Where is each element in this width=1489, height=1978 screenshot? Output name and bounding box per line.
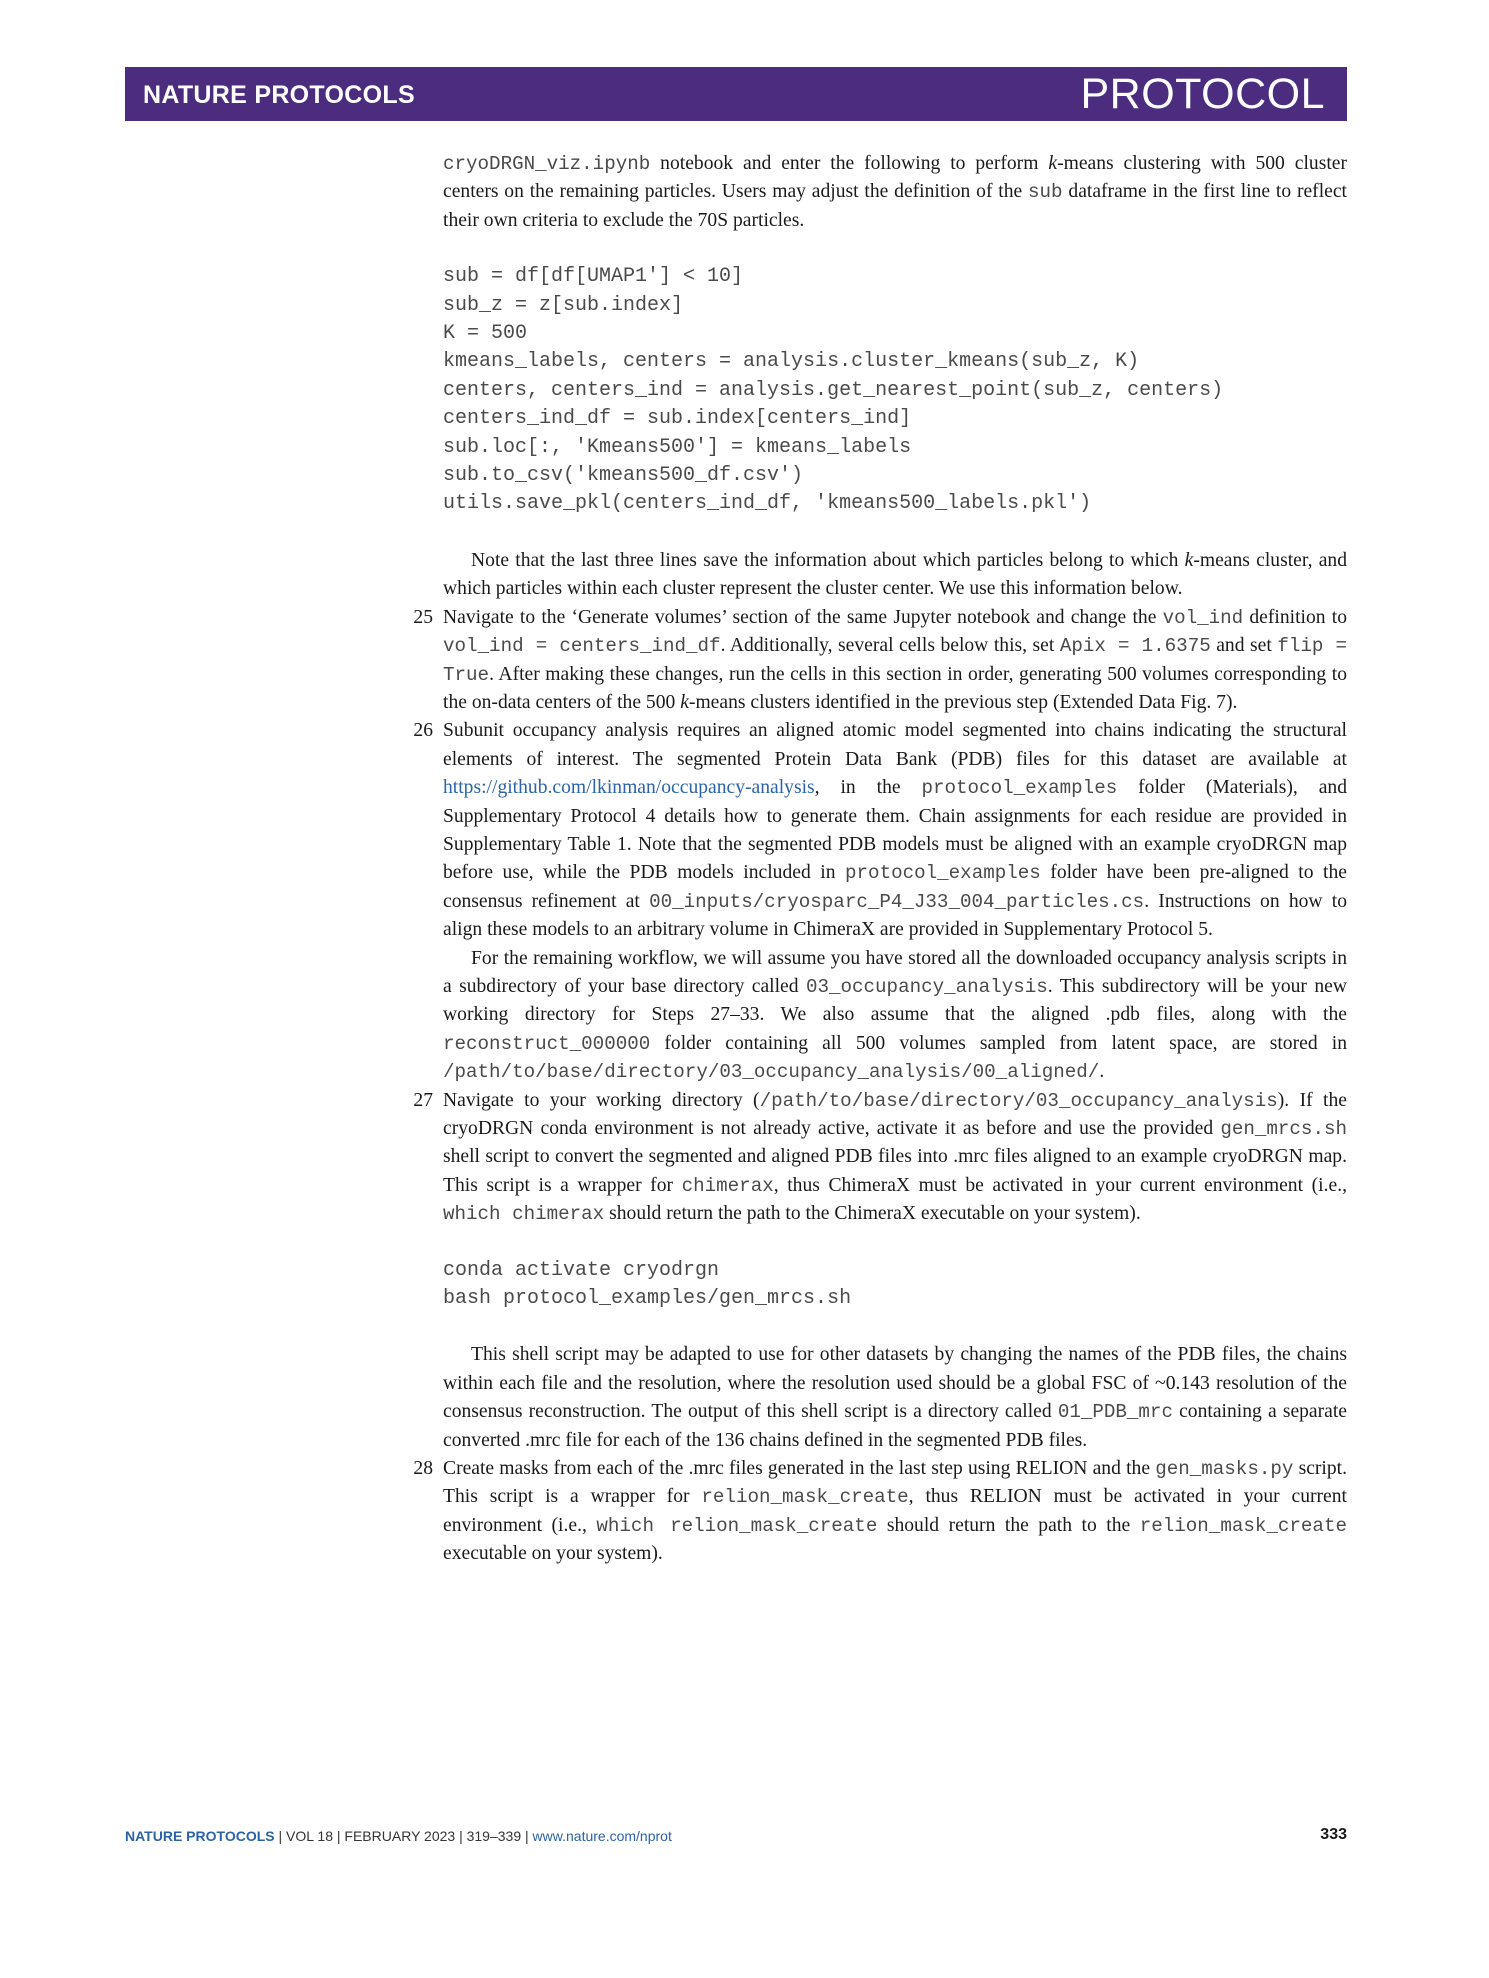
step-text (443, 717, 1347, 944)
text: shell script to convert the segmented and aligned PDB files into .mrc files aligned to an example cryoDRGN map. This script is a wrapper for (443, 1146, 1347, 1196)
text: -means clustering with 500 cluster centers on the remaining particles. Users may adjust the definition of the (443, 153, 1347, 203)
inline-code: 00_inputs/cryosparc_P4_J33_004_particles.cs (649, 890, 1145, 913)
code-line: conda activate cryodrgn (443, 1258, 720, 1282)
inline-code: 03_occupancy_analysis (805, 975, 1048, 998)
inline-code: cryoDRGN_viz.ipynb (443, 153, 651, 175)
step-text (443, 604, 1347, 718)
separator: | (455, 1828, 467, 1844)
text: For the remaining workflow, we will assume you have stored all the downloaded occupancy analysis scripts in a subdirectory of your base directory called (443, 947, 1347, 997)
text: , in the (814, 777, 922, 799)
step-text-continued (443, 1341, 1347, 1455)
step-28 (413, 1455, 1348, 1569)
journal-banner (125, 67, 1347, 121)
inline-code: gen_masks.py (1155, 1458, 1294, 1481)
code-block-conda (443, 1257, 1347, 1314)
code-line: centers, centers_ind = analysis.get_nearest_point(sub_z, centers) (443, 378, 1224, 402)
footer-journal: NATURE PROTOCOLS (125, 1828, 275, 1844)
code-line: sub.to_csv('kmeans500_df.csv') (443, 464, 804, 488)
footer-date: FEBRUARY 2023 (344, 1828, 456, 1844)
github-link[interactable]: https://github.com/lkinman/occupancy-analysis (443, 777, 815, 799)
text: should return the path to the (877, 1514, 1140, 1536)
code-line: centers_ind_df = sub.index[centers_ind] (443, 407, 912, 431)
step-number: 28 (413, 1458, 433, 1480)
code-line: sub_z = z[sub.index] (443, 293, 684, 317)
separator: | (274, 1828, 287, 1844)
code-line: K = 500 (443, 322, 528, 346)
text: definition to (1243, 606, 1347, 628)
text: folder (Materials), and Supplementary Protocol 4 details how to generate them. Chain assignments for each residue are provided in Supplementary Table 1. Note that the segmented PDB models must be aligned with an example cryoDRGN map before use, while the PDB models included in (443, 777, 1347, 884)
text: . (1099, 1061, 1105, 1083)
page-footer (125, 1828, 1347, 1844)
text: folder have been pre-aligned to the consensus refinement at (443, 862, 1347, 912)
inline-code: Apix = 1.6375 (1059, 635, 1211, 658)
text: Create masks from each of the .mrc files generated in the last step using RELION and the (443, 1458, 1156, 1480)
inline-code: /path/to/base/directory/03_occupancy_analysis/00_aligned/ (443, 1061, 1100, 1084)
code-line: sub.loc[:, 'Kmeans500'] = kmeans_labels (443, 435, 912, 459)
step-27 (413, 1087, 1347, 1455)
italic-k: k (680, 691, 689, 713)
code-block-kmeans (443, 263, 1347, 519)
inline-code: relion_mask_create (1139, 1514, 1347, 1537)
step-number: 25 (413, 606, 433, 628)
code-line: utils.save_pkl(centers_ind_df, 'kmeans500_labels.pkl') (443, 492, 1092, 516)
text: dataframe in the first line to reflect their own criteria to exclude the 70S particles. (443, 181, 1347, 231)
inline-code: relion_mask_create (701, 1486, 909, 1509)
text: and set (1210, 635, 1278, 657)
text: . This subdirectory will be your new working directory for Steps 27–33. We also assume that the aligned .pdb files, along with the (443, 975, 1347, 1026)
inline-code: which relion_mask_create (596, 1514, 878, 1537)
inline-code: vol_ind (1162, 606, 1244, 629)
step-number: 26 (413, 720, 433, 742)
text: -means clusters identified in the previous step (Extended Data Fig. 7). (688, 691, 1238, 713)
footer-pages: 319–339 (466, 1828, 522, 1844)
inline-code: flip = True (443, 635, 1348, 686)
text: -means cluster, and which particles within each cluster represent the cluster center. We use this information below. (443, 549, 1347, 600)
footer-url-link[interactable]: www.nature.com/nprot (532, 1828, 672, 1844)
separator: | (521, 1828, 533, 1844)
footer-volume: VOL 18 (286, 1828, 333, 1844)
inline-code: /path/to/base/directory/03_occupancy_analysis (759, 1089, 1278, 1112)
article-type: PROTOCOL (1080, 70, 1325, 118)
inline-code: reconstruct_000000 (443, 1032, 651, 1055)
inline-code: which chimerax (443, 1203, 605, 1226)
code-line: bash protocol_examples/gen_mrcs.sh (443, 1287, 852, 1311)
intro-paragraph (443, 150, 1347, 235)
text: script. This script is a wrapper for (443, 1458, 1348, 1508)
inline-code: sub (1028, 181, 1063, 204)
page-number: 333 (1320, 1826, 1347, 1843)
step-26 (413, 717, 1348, 1086)
text: ). If the cryoDRGN conda environment is not already active, activate it as before and use the provided (443, 1089, 1347, 1139)
text: notebook and enter the following to perform (650, 153, 1049, 174)
text: , thus ChimeraX must be activated in your current environment (i.e., (773, 1174, 1347, 1196)
text: folder containing all 500 volumes sampled from latent space, are stored in (650, 1032, 1347, 1054)
main-column (413, 150, 1348, 1569)
inline-code: protocol_examples (845, 862, 1041, 885)
inline-code: chimerax (681, 1174, 774, 1197)
italic-k: k (1184, 549, 1194, 571)
code-line: sub = df[df[UMAP1'] < 10] (443, 265, 744, 289)
text: . Instructions on how to align these models to an arbitrary volume in ChimeraX are provided in Supplementary Protocol 5. (443, 890, 1348, 941)
text: . Additionally, several cells below this, set (720, 635, 1060, 657)
text: should return the path to the ChimeraX executable on your system). (604, 1203, 1141, 1225)
text: containing a separate converted .mrc file for each of the 136 chains defined in the segmented PDB files. (443, 1401, 1347, 1451)
inline-code: protocol_examples (921, 777, 1118, 800)
step-25 (413, 604, 1348, 718)
text: Subunit occupancy analysis requires an aligned atomic model segmented into chains indicating the structural elements of interest. The segmented Protein Data Bank (PDB) files for this dataset are available at (443, 720, 1347, 770)
italic-k: k (1048, 153, 1058, 174)
text: Navigate to your working directory ( (443, 1089, 760, 1111)
text: . After making these changes, run the cells in this section in order, generating 500 volumes corresponding to the on-data centers of the 500 (443, 663, 1347, 713)
separator: | (333, 1828, 345, 1844)
inline-code: gen_mrcs.sh (1220, 1118, 1347, 1140)
text: This shell script may be adapted to use for other datasets by changing the names of the PDB files, the chains within each file and the resolution, where the resolution used should be a global FSC of ~0.143 resolution of the consensus reconstruction. The output of this shell script is a directory called (443, 1344, 1347, 1423)
code-line: kmeans_labels, centers = analysis.cluster_kmeans(sub_z, K) (443, 350, 1140, 374)
text: Note that the last three lines save the information about which particles belong to which (471, 549, 1185, 571)
text: , thus RELION must be activated in your current environment (i.e., (443, 1486, 1347, 1536)
inline-code: vol_ind = centers_ind_df (443, 635, 721, 658)
step-text-continued (443, 945, 1347, 1087)
step-text (443, 1455, 1347, 1569)
step-text (443, 1087, 1347, 1229)
text: Navigate to the ‘Generate volumes’ section of the same Jupyter notebook and change the (443, 606, 1163, 628)
inline-code: 01_PDB_mrc (1057, 1401, 1173, 1424)
step-number: 27 (413, 1089, 433, 1111)
journal-name: NATURE PROTOCOLS (143, 81, 415, 109)
text: executable on your system). (443, 1543, 663, 1565)
note-paragraph (443, 547, 1347, 604)
